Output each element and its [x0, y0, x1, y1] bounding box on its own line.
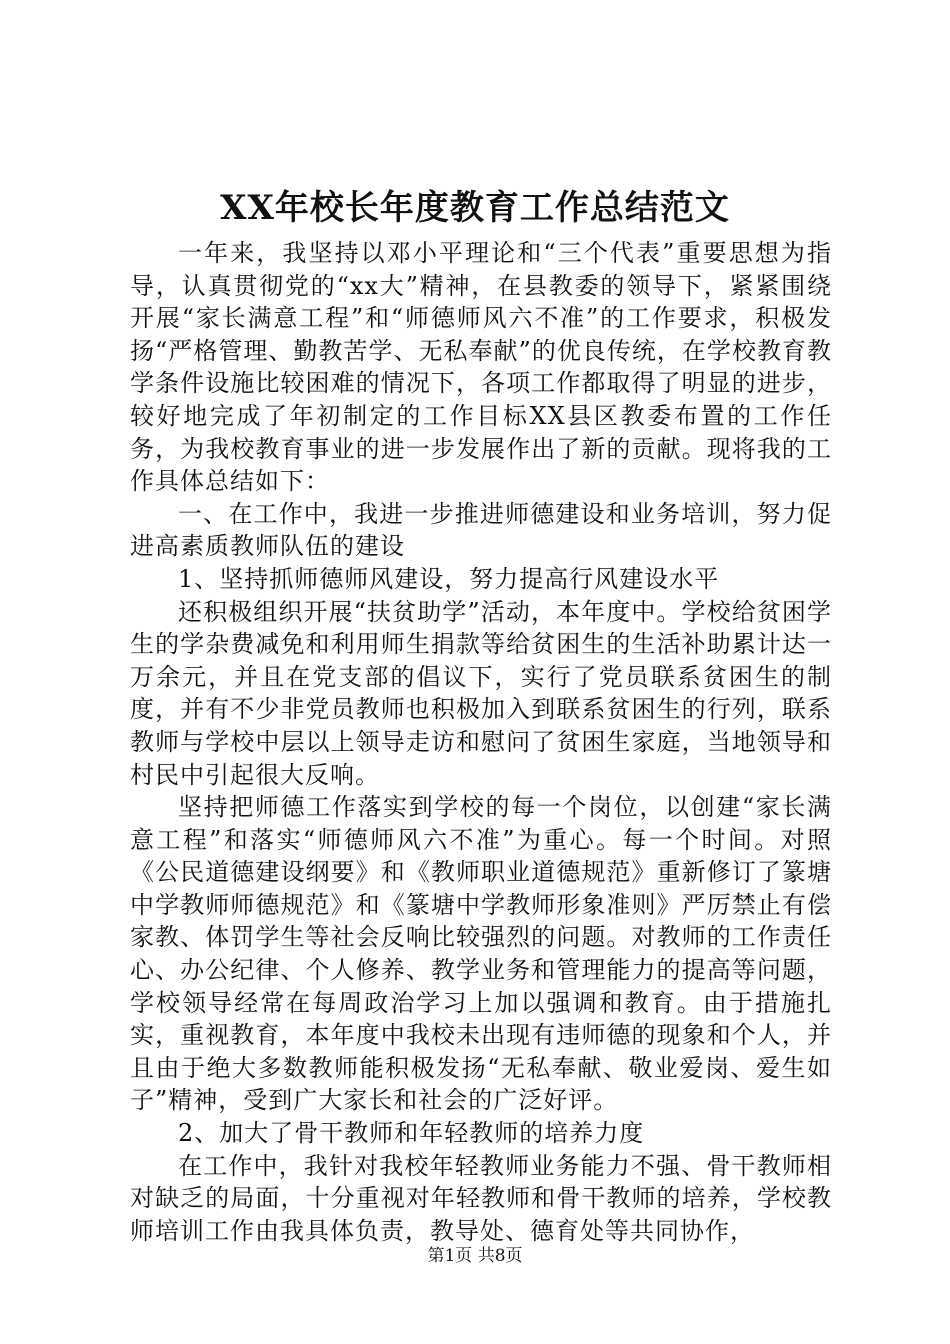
paragraph-poverty-aid: 还积极组织开展“扶贫助学”活动，本年度中。学校给贫困学生的学杂费减免和利用师生捐款等给贫困生的生活补助累计达一万余元，并且在党支部的倡议下，实行了党员联系贫困生的制度，并有不少非党员教师也积极加入到联系贫困生的行列，联系教师与学校中层以上领导走访和慰问了贫困生家庭，当地领导和村民中引起很大反响。 [130, 597, 832, 789]
paragraph-intro: 一年来，我坚持以邓小平理论和“三个代表”重要思想为指导，认真贯彻党的“xx大”精神，在县教委的领导下，紧紧围绕开展“家长满意工程”和“师德师风六不准”的工作要求，积极发扬“严格管理、勤教苦学、无私奉献”的优良传统，在学校教育教学条件设施比较困难的情况下，各项工作都取得了明显的进步，较好地完成了年初制定的工作目标XX县区教委布置的工作任务，为我校教育事业的进一步发展作出了新的贡献。现将我的工作具体总结如下： [130, 239, 832, 496]
document-title: XX年校长年度教育工作总结范文 [220, 188, 730, 228]
subheading-1: 1、坚持抓师德师风建设，努力提高行风建设水平 [178, 564, 720, 593]
paragraph-teacher-ethics: 坚持把师德工作落实到学校的每一个岗位，以创建“家长满意工程”和落实“师德师风六不准”为重心。每一个时间。对照《公民道德建设纲要》和《教师职业道德规范》重新修订了篆塘中学教师师德规范》和《篆塘中学教师形象准则》严厉禁止有偿家教、体罚学生等社会反响比较强烈的问题。对教师的工作责任心、办公纪律、个人修养、教学业务和管理能力的提高等问题，学校领导经常在每周政治学习上加以强调和教育。由于措施扎实，重视教育，本年度中我校未出现有违师德的现象和个人，并且由于绝大多数教师能积极发扬“无私奉献、敬业爱岗、爱生如子”精神，受到广大家长和社会的广泛好评。 [130, 793, 832, 1115]
document-body [130, 237, 832, 1247]
section-heading-1: 一、在工作中，我进一步推进师德建设和业务培训，努力促进高素质教师队伍的建设 [130, 499, 832, 561]
subheading-2: 2、加大了骨干教师和年轻教师的培养力度 [178, 1119, 645, 1148]
paragraph-teacher-training: 在工作中，我针对我校年轻教师业务能力不强、骨干教师相对缺乏的局面，十分重视对年轻教师和骨干教师的培养，学校教师培训工作由我具体负责，教导处、德育处等共同协作， [130, 1151, 832, 1245]
page-number: 第1页 共8页 [427, 1246, 523, 1266]
